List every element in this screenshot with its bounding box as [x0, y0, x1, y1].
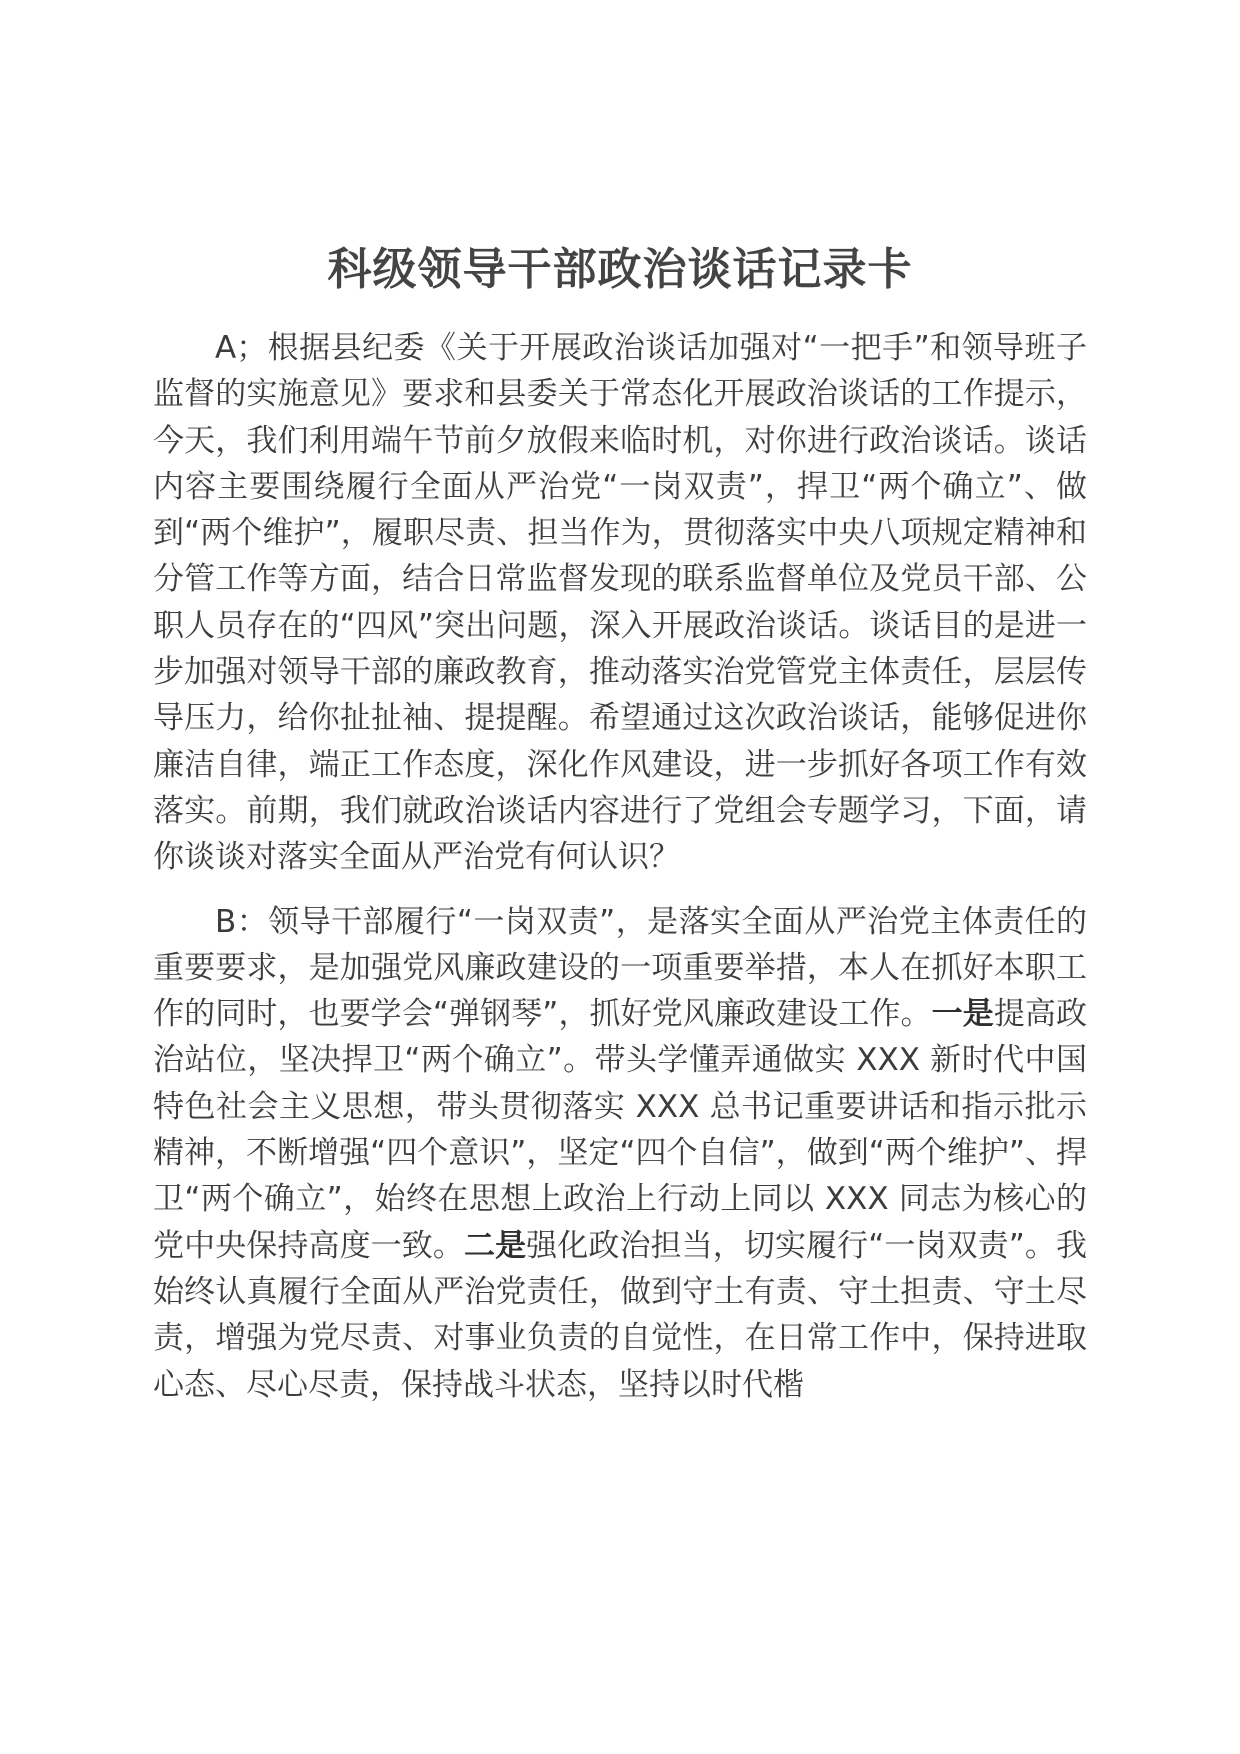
paragraph-b	[153, 899, 1087, 1408]
document-body	[153, 325, 1087, 1408]
point-2-label: 二是	[463, 1227, 527, 1264]
point-2-text: 强化政治担当，切实履行“一岗双责”。我始终认真履行全面从严治党责任，做到守土有责、守土担责、守土尽责，增强为党尽责、对事业负责的自觉性，在日常工作中，保持进取心态、尽心尽责，保持战斗状态，坚持以时代楷	[153, 1227, 1088, 1403]
point-1-label: 一是	[931, 996, 994, 1033]
point-1-text: 提高政治站位，坚决捍卫“两个确立”。带头学懂弄通做实 XXX 新时代中国特色社会主义思想，带头贯彻落实 XXX 总书记重要讲话和指示批示精神，不断增强“四个意识”，坚定“四个自信”，做到“两个维护”、捍卫“两个确立”，始终在思想上政治上行动上同以 XXX 同志为核心的党中央保持高度一致。	[153, 996, 1088, 1264]
paragraph-b-intro: B：领导干部履行“一岗双责”，是落实全面从严治党主体责任的重要要求，是加强党风廉政建设的一项重要举措，本人在抓好本职工作的同时，也要学会“弹钢琴”，抓好党风廉政建设工作。	[153, 903, 1087, 1033]
document-title: 科级领导干部政治谈话记录卡	[327, 244, 913, 295]
paragraph-a: A；根据县纪委《关于开展政治谈话加强对“一把手”和领导班子监督的实施意见》要求和县委关于常态化开展政治谈话的工作提示，今天，我们利用端午节前夕放假来临时机，对你进行政治谈话。谈话内容主要围绕履行全面从严治党“一岗双责”，捍卫“两个确立”、做到“两个维护”，履职尽责、担当作为，贯彻落实中央八项规定精神和分管工作等方面，结合日常监督发现的联系监督单位及党员干部、公职人员存在的“四风”突出问题，深入开展政治谈话。谈话目的是进一步加强对领导干部的廉政教育，推动落实治党管党主体责任，层层传导压力，给你扯扯袖、提提醒。希望通过这次政治谈话，能够促进你廉洁自律，端正工作态度，深化作风建设，进一步抓好各项工作有效落实。前期，我们就政治谈话内容进行了党组会专题学习，下面，请你谈谈对落实全面从严治党有何认识？	[153, 330, 1087, 876]
